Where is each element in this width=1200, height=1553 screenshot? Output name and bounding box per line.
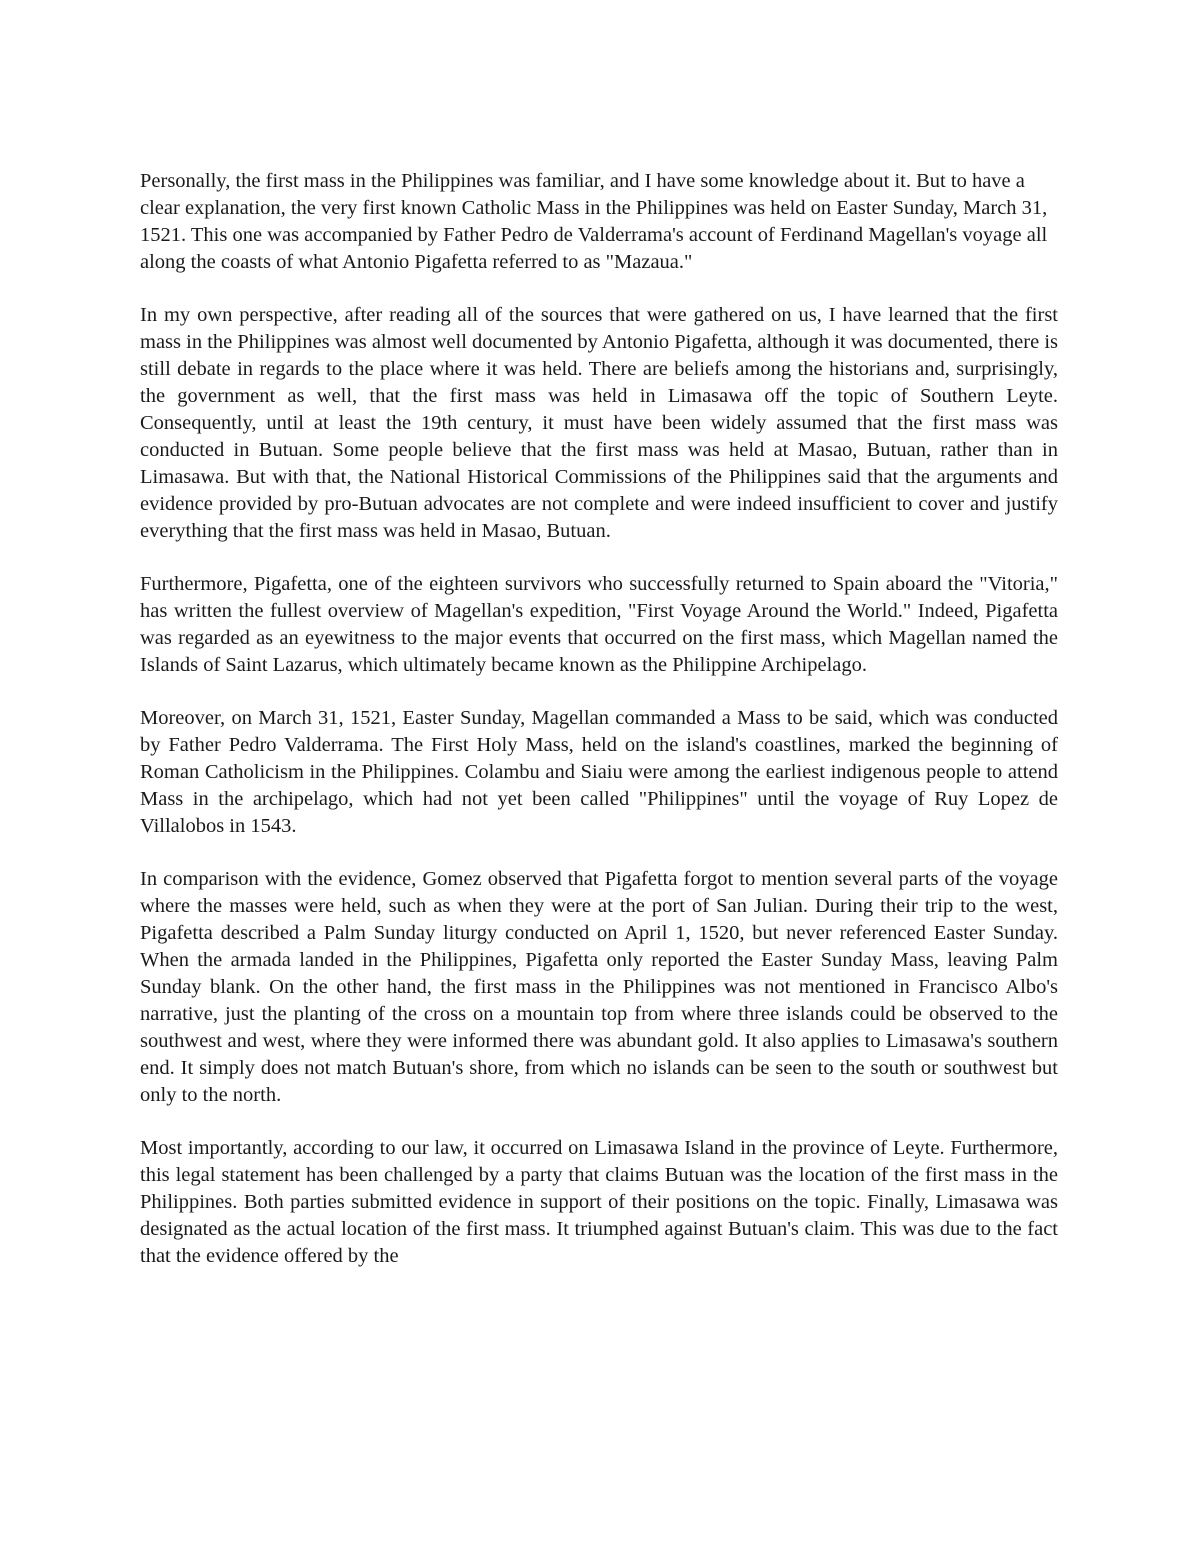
- paragraph-2: In my own perspective, after reading all of the sources that were gathered on us, I have learned that the first mass in the Philippines was almost well documented by Antonio Pigafetta, although it was documented, there is still debate in regards to the place where it was held. There are beliefs among the historians and, surprisingly, the government as well, that the first mass was held in Limasawa off the topic of Southern Leyte. Consequently, until at least the 19th century, it must have been widely assumed that the first mass was conducted in Butuan. Some people believe that the first mass was held at Masao, Butuan, rather than in Limasawa. But with that, the National Historical Commissions of the Philippines said that the arguments and evidence provided by pro-Butuan advocates are not complete and were indeed insufficient to cover and justify everything that the first mass was held in Masao, Butuan.: [140, 304, 1058, 542]
- document-body: [140, 168, 1058, 1270]
- paragraph-6: Most importantly, according to our law, it occurred on Limasawa Island in the province of Leyte. Furthermore, this legal statement has been challenged by a party that claims Butuan was the location of the first mass in the Philippines. Both parties submitted evidence in support of their positions on the topic. Finally, Limasawa was designated as the actual location of the first mass. It triumphed against Butuan's claim. This was due to the fact that the evidence offered by the: [140, 1137, 1058, 1267]
- paragraph-4: Moreover, on March 31, 1521, Easter Sunday, Magellan commanded a Mass to be said, which was conducted by Father Pedro Valderrama. The First Holy Mass, held on the island's coastlines, marked the beginning of Roman Catholicism in the Philippines. Colambu and Siaiu were among the earliest indigenous people to attend Mass in the archipelago, which had not yet been called "Philippines" until the voyage of Ruy Lopez de Villalobos in 1543.: [140, 707, 1058, 837]
- paragraph-3: Furthermore, Pigafetta, one of the eighteen survivors who successfully returned to Spain aboard the "Vitoria," has written the fullest overview of Magellan's expedition, "First Voyage Around the World." Indeed, Pigafetta was regarded as an eyewitness to the major events that occurred on the first mass, which Magellan named the Islands of Saint Lazarus, which ultimately became known as the Philippine Archipelago.: [140, 573, 1058, 676]
- paragraph-1: Personally, the first mass in the Philippines was familiar, and I have some knowledge about it. But to have a clear explanation, the very first known Catholic Mass in the Philippines was held on Easter Sunday, March 31, 1521. This one was accompanied by Father Pedro de Valderrama's account of Ferdinand Magellan's voyage all along the coasts of what Antonio Pigafetta referred to as "Mazaua.": [140, 170, 1048, 273]
- paragraph-5: In comparison with the evidence, Gomez observed that Pigafetta forgot to mention several parts of the voyage where the masses were held, such as when they were at the port of San Julian. During their trip to the west, Pigafetta described a Palm Sunday liturgy conducted on April 1, 1520, but never referenced Easter Sunday. When the armada landed in the Philippines, Pigafetta only reported the Easter Sunday Mass, leaving Palm Sunday blank. On the other hand, the first mass in the Philippines was not mentioned in Francisco Albo's narrative, just the planting of the cross on a mountain top from where three islands could be observed to the southwest and west, where they were informed there was abundant gold. It also applies to Limasawa's southern end. It simply does not match Butuan's shore, from which no islands can be seen to the south or southwest but only to the north.: [140, 868, 1058, 1106]
